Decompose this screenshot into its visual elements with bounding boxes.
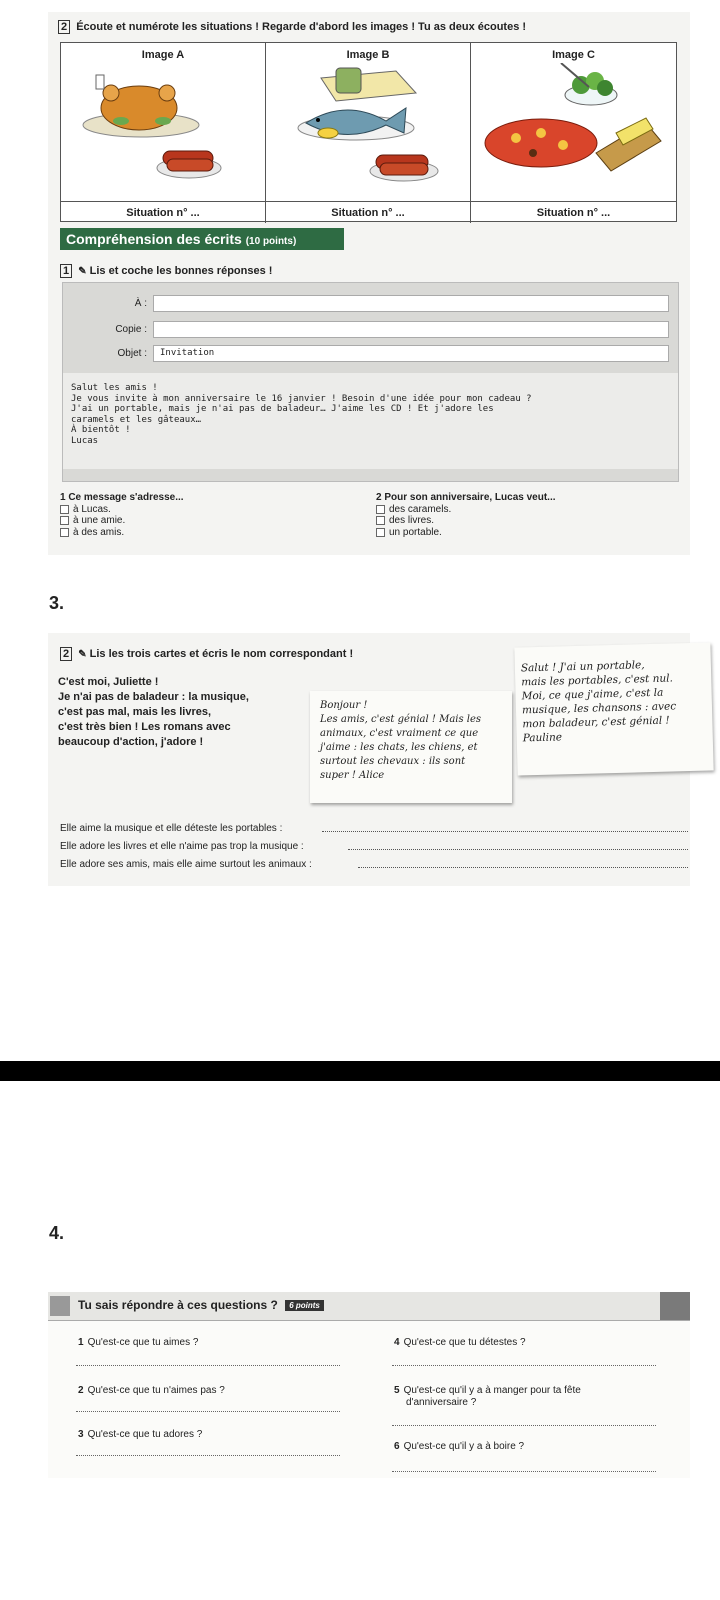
item-number-4: 4.	[49, 1223, 65, 1243]
item-number-3: 3.	[49, 593, 65, 613]
black-divider	[0, 1061, 720, 1081]
points-badge: 6 points	[285, 1300, 324, 1311]
exercise2-instruction	[60, 647, 353, 661]
header-square-icon	[50, 1296, 70, 1316]
card-line: animaux, c'est vraiment ce que	[320, 728, 479, 739]
card-line: musique, les chansons : avec	[521, 700, 677, 717]
email-body-line: J'ai un portable, mais je n'ai pas de baladeur… J'aime les CD ! Et j'adore les	[71, 404, 494, 414]
email-subject-label: Objet :	[117, 348, 147, 359]
answer-blank[interactable]	[358, 859, 688, 868]
question-text: Qu'est-ce qu'il y a à manger pour ta fête	[403, 1385, 581, 1396]
image-column-a	[61, 43, 266, 223]
exercise1-number: 1	[60, 264, 72, 278]
question-1-option[interactable]	[60, 515, 184, 527]
answer-blank[interactable]	[348, 841, 688, 850]
question-2-text: 2 Pour son anniversaire, Lucas veut...	[376, 492, 556, 503]
comprehension-heading	[60, 228, 344, 250]
question-item-1	[78, 1337, 198, 1349]
question-text: Qu'est-ce que tu n'aimes pas ?	[87, 1385, 225, 1396]
questions-title	[78, 1298, 324, 1312]
questions-sheet	[48, 1292, 690, 1478]
card-pauline	[514, 642, 713, 775]
question-number: 6	[394, 1441, 400, 1452]
card-line: surtout les chevaux : ils sont	[320, 756, 466, 767]
question-item-6	[394, 1441, 524, 1453]
exercise-sheet-listening-reading	[48, 12, 690, 555]
situation-blank-a[interactable]: Situation n° ...	[61, 201, 265, 223]
comprehension-points: (10 points)	[245, 236, 297, 247]
question-number: 3	[78, 1429, 84, 1440]
email-cc-field	[153, 321, 669, 338]
email-to-label: À :	[134, 298, 147, 309]
email-body	[63, 373, 678, 469]
question-number: 5	[394, 1385, 400, 1396]
image-table	[60, 42, 677, 222]
read-icon: ✎	[78, 649, 87, 660]
card-line: c'est pas mal, mais les livres,	[58, 706, 212, 718]
option-label: à Lucas.	[73, 503, 111, 515]
email-subject-field: Invitation	[153, 345, 669, 362]
option-label: des livres.	[389, 515, 435, 526]
fish-cheese-illustration	[276, 63, 461, 188]
question-item-3	[78, 1429, 202, 1441]
answer-prompt: Elle aime la musique et elle déteste les portables :	[60, 823, 283, 834]
question-2-option[interactable]	[376, 515, 556, 527]
email-body-line: Je vous invite à mon anniversaire le 16 janvier ! Besoin d'une idée pour mon cadeau ?	[71, 393, 532, 404]
question-text-continued: d'anniversaire ?	[406, 1397, 477, 1408]
answer-blank[interactable]	[322, 823, 688, 832]
checkbox[interactable]	[376, 528, 385, 537]
header-corner-block	[660, 1292, 690, 1320]
question-number: 4	[394, 1337, 400, 1348]
email-body-line: Lucas	[71, 435, 99, 446]
image-label-a: Image A	[141, 49, 185, 61]
image-label-b: Image B	[346, 49, 390, 61]
email-body-line: caramels et les gâteaux…	[71, 414, 202, 425]
question-number: 2	[78, 1385, 84, 1396]
card-line: super ! Alice	[320, 770, 385, 781]
card-line: C'est moi, Juliette !	[58, 676, 159, 688]
card-line: Salut ! J'ai un portable,	[520, 659, 645, 675]
card-alice	[310, 691, 512, 803]
email-to-field	[153, 295, 669, 312]
image-label-c: Image C	[552, 49, 595, 61]
card-line: c'est très bien ! Les romans avec	[58, 721, 231, 733]
answer-line[interactable]	[392, 1425, 656, 1426]
question-1	[60, 492, 184, 538]
comprehension-title: Compréhension des écrits	[66, 231, 242, 247]
question-1-option[interactable]	[60, 504, 184, 516]
read-icon: ✎	[78, 266, 87, 277]
question-1-text: 1 Ce message s'adresse...	[60, 492, 184, 503]
checkbox[interactable]	[60, 505, 69, 514]
card-line: Les amis, c'est génial ! Mais les	[320, 714, 482, 725]
question-item-4	[394, 1337, 526, 1349]
question-1-option[interactable]	[60, 527, 184, 539]
listening-instruction	[58, 20, 526, 34]
answer-line-2[interactable]	[60, 841, 304, 852]
question-text: Qu'est-ce que tu adores ?	[87, 1429, 203, 1440]
card-line: beaucoup d'action, j'adore !	[58, 736, 204, 748]
card-line: j'aime : les chats, les chiens, et	[320, 742, 478, 753]
answer-line[interactable]	[76, 1365, 340, 1366]
answer-line-3[interactable]	[60, 859, 312, 870]
question-text: Qu'est-ce qu'il y a à boire ?	[403, 1441, 525, 1452]
roast-chicken-illustration	[71, 63, 256, 188]
exercise1-instruction-text: Lis et coche les bonnes réponses !	[89, 265, 273, 277]
questions-header	[48, 1292, 690, 1320]
checkbox[interactable]	[60, 516, 69, 525]
situation-blank-b[interactable]: Situation n° ...	[266, 201, 470, 223]
questions-panel	[48, 1320, 690, 1478]
image-column-c	[471, 43, 676, 223]
answer-line[interactable]	[76, 1455, 340, 1456]
option-label: à une amie.	[73, 515, 126, 526]
answer-prompt: Elle adore ses amis, mais elle aime surtout les animaux :	[60, 859, 312, 870]
answer-line-1[interactable]	[60, 823, 282, 834]
question-text: Qu'est-ce que tu détestes ?	[403, 1337, 526, 1348]
option-label: des caramels.	[389, 503, 452, 515]
answer-line[interactable]	[392, 1471, 656, 1472]
option-label: un portable.	[389, 526, 442, 538]
answer-line[interactable]	[392, 1365, 656, 1366]
question-item-2	[78, 1385, 225, 1397]
checkbox[interactable]	[376, 505, 385, 514]
card-line: Pauline	[522, 731, 563, 745]
question-2-option[interactable]	[376, 527, 556, 539]
card-line: mais les portables, c'est nul.	[521, 672, 674, 689]
listening-instruction-text: Écoute et numérote les situations ! Regarde d'abord les images ! Tu as deux écoutes !	[76, 21, 527, 33]
question-2-option[interactable]	[376, 504, 556, 516]
question-number: 1	[78, 1337, 84, 1348]
image-column-b	[266, 43, 471, 223]
option-label: à des amis.	[73, 526, 125, 538]
exercise-number: 2	[58, 20, 70, 34]
question-text: Qu'est-ce que tu aimes ?	[87, 1337, 199, 1348]
card-line: mon baladeur, c'est génial !	[522, 714, 670, 731]
card-line: Moi, ce que j'aime, c'est la	[521, 686, 664, 703]
card-juliette	[58, 675, 266, 750]
salad-pizza-illustration	[481, 63, 666, 188]
questions-title-text: Tu sais répondre à ces questions ?	[78, 1298, 278, 1312]
card-line: Je n'ai pas de baladeur : la musique,	[58, 691, 249, 703]
checkbox[interactable]	[376, 516, 385, 525]
email-body-line: À bientôt !	[71, 425, 131, 435]
answer-prompt: Elle adore les livres et elle n'aime pas trop la musique :	[60, 841, 304, 852]
question-item-5	[394, 1385, 581, 1409]
exercise-sheet-cards	[48, 633, 690, 886]
exercise1-instruction	[60, 264, 272, 278]
email-body-line: Salut les amis !	[71, 383, 158, 393]
exercise2-instruction-text: Lis les trois cartes et écris le nom correspondant !	[89, 648, 354, 660]
situation-blank-c[interactable]: Situation n° ...	[471, 201, 676, 223]
answer-line[interactable]	[76, 1411, 340, 1412]
card-line: Bonjour !	[320, 700, 368, 711]
exercise2-number: 2	[60, 647, 72, 661]
email-cc-label: Copie :	[115, 324, 147, 335]
question-2	[376, 492, 556, 538]
checkbox[interactable]	[60, 528, 69, 537]
email-message	[62, 282, 679, 482]
